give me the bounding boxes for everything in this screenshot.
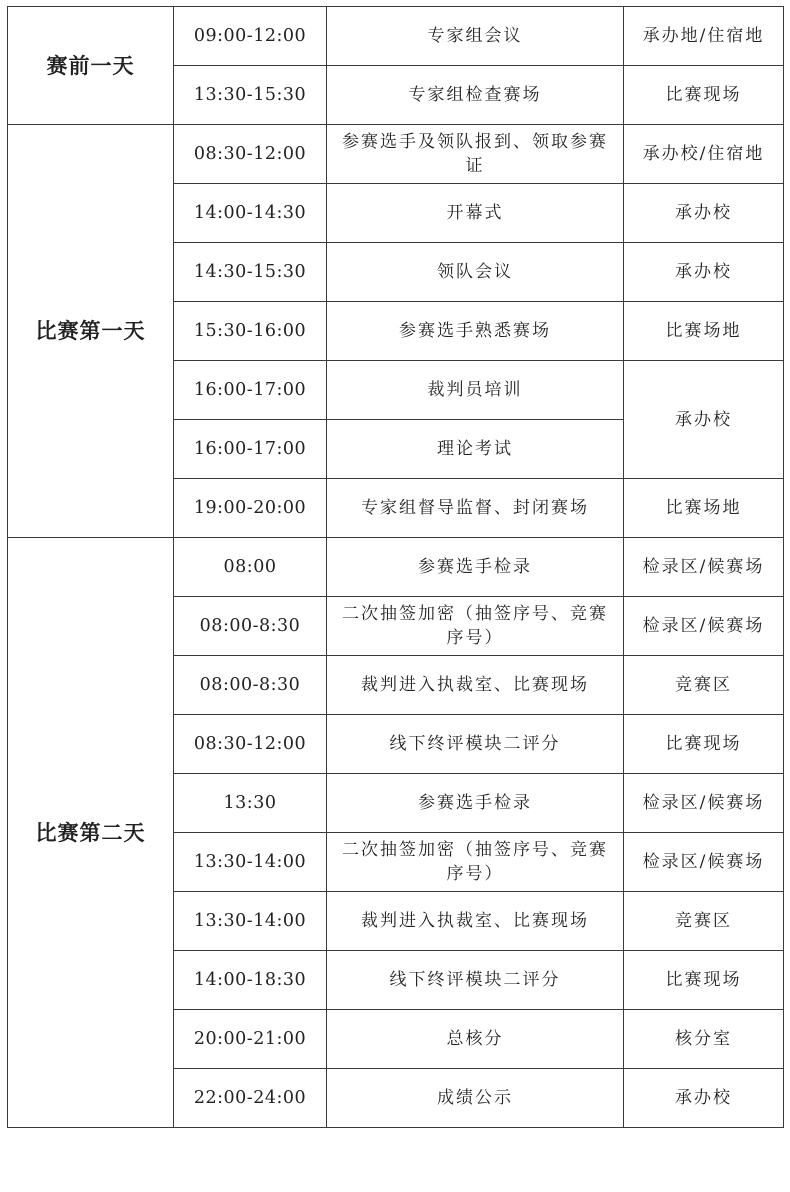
activity-cell: 专家组检查赛场 (327, 66, 624, 125)
day-label: 比赛第二天 (8, 538, 174, 1128)
time-cell: 19:00-20:00 (174, 479, 327, 538)
activity-cell: 参赛选手及领队报到、领取参赛证 (327, 125, 624, 184)
location-cell: 比赛场地 (624, 302, 784, 361)
activity-cell: 线下终评模块二评分 (327, 951, 624, 1010)
activity-cell: 参赛选手检录 (327, 774, 624, 833)
activity-cell: 参赛选手检录 (327, 538, 624, 597)
activity-cell: 专家组会议 (327, 7, 624, 66)
location-cell: 比赛现场 (624, 951, 784, 1010)
activity-cell: 二次抽签加密（抽签序号、竞赛序号） (327, 597, 624, 656)
time-cell: 16:00-17:00 (174, 361, 327, 420)
location-cell: 核分室 (624, 1010, 784, 1069)
location-cell: 承办校/住宿地 (624, 125, 784, 184)
location-cell: 检录区/候赛场 (624, 597, 784, 656)
time-cell: 08:30-12:00 (174, 125, 327, 184)
location-cell: 承办地/住宿地 (624, 7, 784, 66)
time-cell: 20:00-21:00 (174, 1010, 327, 1069)
competition-schedule-table (7, 6, 784, 1128)
location-cell: 竞赛区 (624, 892, 784, 951)
time-cell: 08:30-12:00 (174, 715, 327, 774)
location-cell: 比赛现场 (624, 715, 784, 774)
time-cell: 08:00-8:30 (174, 597, 327, 656)
time-cell: 08:00 (174, 538, 327, 597)
activity-cell: 裁判进入执裁室、比赛现场 (327, 892, 624, 951)
time-cell: 14:00-18:30 (174, 951, 327, 1010)
time-cell: 15:30-16:00 (174, 302, 327, 361)
schedule-body (8, 7, 784, 1128)
activity-cell: 开幕式 (327, 184, 624, 243)
location-cell: 检录区/候赛场 (624, 833, 784, 892)
activity-cell: 成绩公示 (327, 1069, 624, 1128)
time-cell: 13:30-15:30 (174, 66, 327, 125)
time-cell: 13:30 (174, 774, 327, 833)
activity-cell: 线下终评模块二评分 (327, 715, 624, 774)
activity-cell: 裁判进入执裁室、比赛现场 (327, 656, 624, 715)
activity-cell: 领队会议 (327, 243, 624, 302)
time-cell: 14:30-15:30 (174, 243, 327, 302)
activity-cell: 总核分 (327, 1010, 624, 1069)
schedule-row (8, 7, 784, 66)
location-cell: 检录区/候赛场 (624, 774, 784, 833)
activity-cell: 参赛选手熟悉赛场 (327, 302, 624, 361)
schedule-row (8, 125, 784, 184)
time-cell: 13:30-14:00 (174, 833, 327, 892)
day-label: 赛前一天 (8, 7, 174, 125)
schedule-row (8, 538, 784, 597)
activity-cell: 专家组督导监督、封闭赛场 (327, 479, 624, 538)
location-cell: 承办校 (624, 184, 784, 243)
time-cell: 14:00-14:30 (174, 184, 327, 243)
activity-cell: 理论考试 (327, 420, 624, 479)
location-cell: 竞赛区 (624, 656, 784, 715)
location-cell: 比赛场地 (624, 479, 784, 538)
activity-cell: 二次抽签加密（抽签序号、竞赛序号） (327, 833, 624, 892)
activity-cell: 裁判员培训 (327, 361, 624, 420)
time-cell: 08:00-8:30 (174, 656, 327, 715)
time-cell: 13:30-14:00 (174, 892, 327, 951)
location-cell: 承办校 (624, 243, 784, 302)
location-cell: 比赛现场 (624, 66, 784, 125)
location-cell: 承办校 (624, 361, 784, 479)
time-cell: 22:00-24:00 (174, 1069, 327, 1128)
location-cell: 检录区/候赛场 (624, 538, 784, 597)
location-cell: 承办校 (624, 1069, 784, 1128)
time-cell: 16:00-17:00 (174, 420, 327, 479)
day-label: 比赛第一天 (8, 125, 174, 538)
time-cell: 09:00-12:00 (174, 7, 327, 66)
